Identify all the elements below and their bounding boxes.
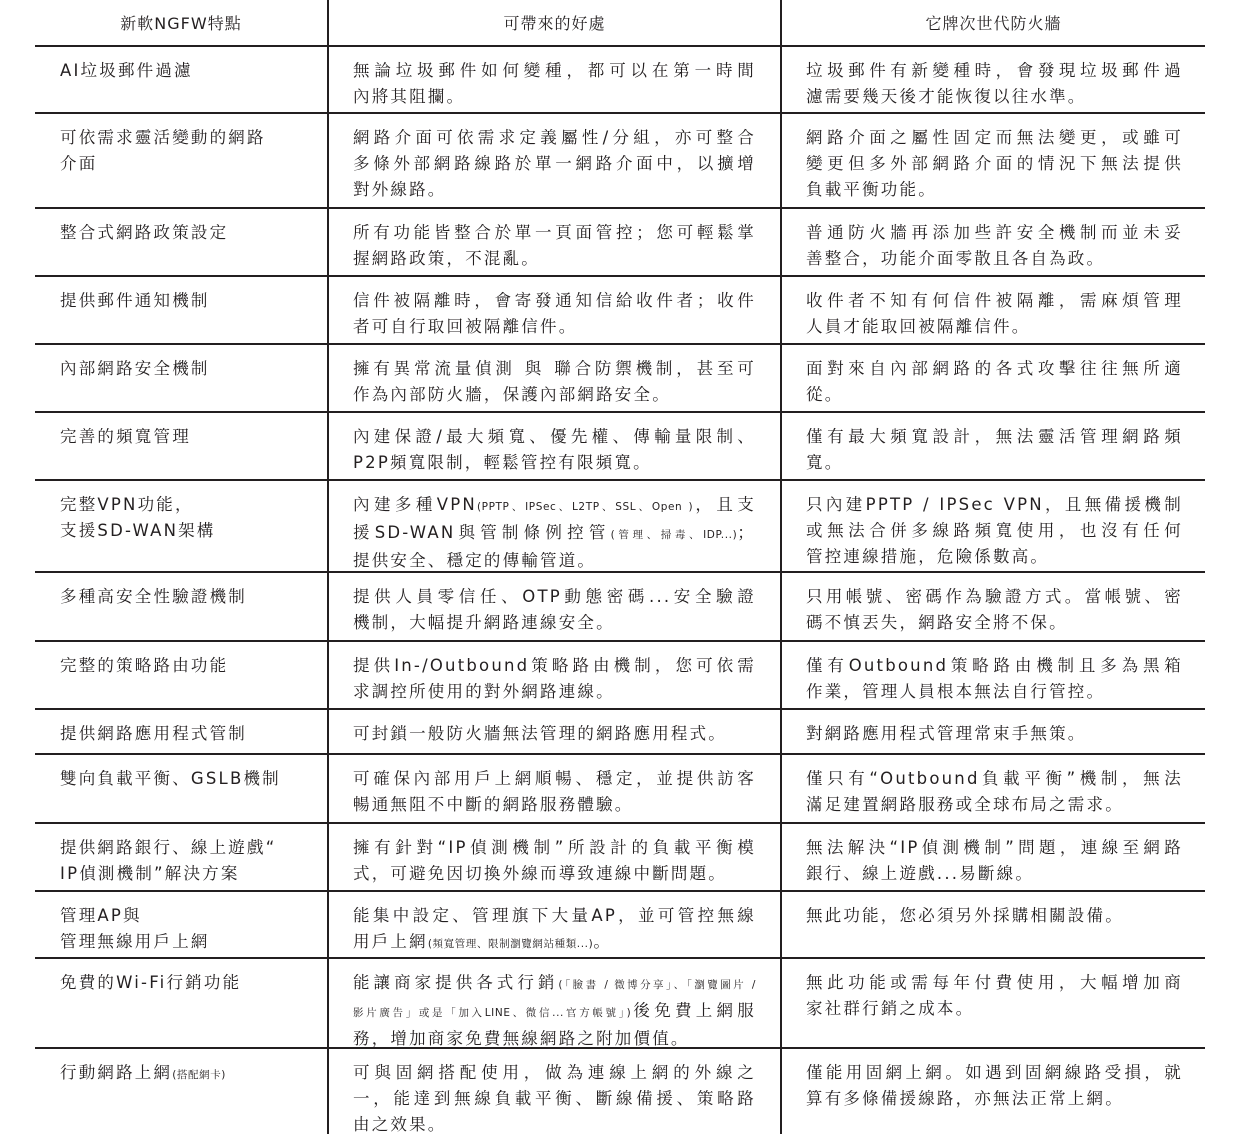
text-segment: 提供In-/Outbound策略路由機制，您可依需 (353, 656, 756, 675)
text-segment: 務，增加商家免費無線網路之附加價值。 (353, 1029, 690, 1048)
feature-cell (35, 710, 327, 753)
cell-text (353, 413, 756, 476)
text-segment: 管控連線措施，危險係數高。 (806, 547, 1050, 566)
table-row (35, 824, 1205, 892)
text-line (806, 58, 1183, 84)
text-line (806, 970, 1183, 996)
text-segment: 僅能用固網上網。如遇到固網線路受損，就 (806, 1063, 1183, 1082)
text-segment: 提供人員零信任、OTP動態密碼...安全驗證 (353, 587, 756, 606)
competitor-cell (780, 277, 1205, 343)
text-line (353, 998, 756, 1026)
feature-cell (35, 892, 327, 957)
note-text: (搭配網卡) (172, 1069, 226, 1081)
text-segment: 收件者不知有何信件被隔離，需麻煩管理 (806, 291, 1183, 310)
text-segment: 能讓商家提供各式行銷 (353, 973, 559, 992)
benefit-cell (327, 481, 780, 571)
text-segment: ； (737, 523, 756, 542)
cell-text (806, 1049, 1183, 1112)
text-line (60, 835, 327, 861)
table-row (35, 892, 1205, 959)
text-segment: 機制，大幅提升網路連線安全。 (353, 613, 615, 632)
text-segment: 寬。 (806, 453, 844, 472)
cell-text (60, 959, 327, 996)
cell-text (60, 642, 327, 679)
text-line (806, 84, 1183, 110)
feature-cell (35, 481, 327, 571)
competitor-cell (780, 642, 1205, 708)
benefit-cell (327, 345, 780, 411)
feature-cell (35, 755, 327, 822)
text-segment: 內建保證/最大頻寬、優先權、傳輸量限制、 (353, 427, 756, 446)
text-line (353, 929, 756, 957)
benefit-cell (327, 755, 780, 822)
text-line (60, 125, 327, 151)
text-segment: 者可自行取回被隔離信件。 (353, 317, 578, 336)
text-line (353, 792, 756, 818)
cell-text (806, 413, 1183, 476)
text-segment: 管理AP與 (60, 906, 142, 925)
text-segment: 網路介面之屬性固定而無法變更，或雖可 (806, 128, 1183, 147)
text-segment: 內將其阻攔。 (353, 87, 466, 106)
text-line (353, 903, 756, 929)
competitor-cell (780, 481, 1205, 571)
comparison-table (35, 0, 1205, 1134)
cell-text (353, 277, 756, 340)
competitor-cell (780, 114, 1205, 207)
text-line (806, 861, 1183, 887)
text-line (806, 996, 1183, 1022)
text-line (353, 1086, 756, 1112)
text-segment: 對網路應用程式管理常束手無策。 (806, 724, 1087, 743)
feature-cell (35, 209, 327, 275)
text-segment: 銀行、線上遊戲...易斷線。 (806, 864, 1035, 883)
text-line (60, 151, 327, 177)
benefit-cell (327, 642, 780, 708)
text-line (806, 835, 1183, 861)
text-segment: 普通防火牆再添加些許安全機制而並未妥 (806, 223, 1183, 242)
text-line (806, 177, 1183, 203)
cell-text (806, 573, 1183, 636)
cell-text (806, 642, 1183, 705)
text-segment: 可依需求靈活變動的網路 (60, 128, 266, 147)
cell-text (806, 114, 1183, 203)
text-line (60, 584, 327, 610)
text-segment: 濾需要幾天後才能恢復以往水準。 (806, 87, 1087, 106)
text-line (353, 246, 756, 272)
text-line (353, 177, 756, 203)
text-segment: 求調控所使用的對外網路連線。 (353, 682, 615, 701)
cell-text (806, 755, 1183, 818)
feature-cell (35, 642, 327, 708)
text-line (806, 766, 1183, 792)
feature-cell (35, 959, 327, 1047)
cell-text (353, 47, 756, 110)
text-segment: 提供網路銀行、線上遊戲“ (60, 838, 277, 857)
cell-text (60, 481, 327, 544)
text-segment: 後免費上網服 (631, 1001, 756, 1020)
text-segment: 管理無線用戶上網 (60, 932, 210, 951)
cell-text (60, 892, 327, 955)
text-segment: 無此功能或需每年付費使用，大幅增加商 (806, 973, 1183, 992)
table-row (35, 755, 1205, 824)
text-segment: 可確保內部用戶上網順暢、穩定，並提供訪客 (353, 769, 756, 788)
text-segment: 無此功能，您必須另外採購相關設備。 (806, 906, 1124, 925)
text-line (806, 220, 1183, 246)
text-segment: P2P頻寬限制，輕鬆管控有限頻寬。 (353, 453, 652, 472)
text-line (60, 424, 327, 450)
competitor-cell (780, 959, 1205, 1047)
cell-text (60, 573, 327, 610)
text-line (60, 766, 327, 792)
feature-cell (35, 277, 327, 343)
cell-text (353, 824, 756, 887)
cell-text (60, 114, 327, 177)
text-line (60, 970, 327, 996)
text-line (353, 679, 756, 705)
text-segment: 行動網路上網 (60, 1063, 173, 1082)
cell-text (353, 1049, 756, 1138)
feature-cell (35, 47, 327, 112)
cell-text (353, 642, 756, 705)
text-segment: 僅有最大頻寬設計，無法靈活管理網路頻 (806, 427, 1183, 446)
text-line (353, 835, 756, 861)
note-text: (管理、掃毒、IDP...) (610, 529, 738, 541)
table-row (35, 209, 1205, 277)
table-header (35, 0, 1205, 47)
table-row (35, 114, 1205, 209)
text-line (353, 766, 756, 792)
text-line (353, 1112, 756, 1138)
competitor-cell (780, 209, 1205, 275)
text-line (353, 450, 756, 476)
text-line (806, 518, 1183, 544)
text-line (353, 314, 756, 340)
text-segment: 支援SD-WAN架構 (60, 521, 216, 540)
text-line (806, 653, 1183, 679)
benefit-cell (327, 114, 780, 207)
competitor-cell (780, 1049, 1205, 1134)
text-segment: 完整的策略路由功能 (60, 656, 229, 675)
text-line (353, 721, 756, 747)
benefit-cell (327, 1049, 780, 1134)
feature-cell (35, 345, 327, 411)
cell-text (353, 892, 756, 957)
cell-text (60, 710, 327, 747)
text-line (60, 929, 327, 955)
benefit-cell (327, 892, 780, 957)
note-text: 影片廣告」或是「加入LINE、微信...官方帳號」) (353, 1007, 632, 1019)
text-segment: 僅只有“Outbound負載平衡”機制，無法 (806, 769, 1183, 788)
text-segment: 變更但多外部網路介面的情況下無法提供 (806, 154, 1183, 173)
text-segment: 人員才能取回被隔離信件。 (806, 317, 1031, 336)
table-body (35, 47, 1205, 1134)
text-segment: 信件被隔離時，會寄發通知信給收件者；收件 (353, 291, 756, 310)
text-line (806, 544, 1183, 570)
text-segment: 對外線路。 (353, 180, 447, 199)
text-line (806, 151, 1183, 177)
text-segment: 算有多條備援線路，亦無法正常上網。 (806, 1089, 1124, 1108)
text-segment: 能集中設定、管理旗下大量AP，並可管控無線 (353, 906, 756, 925)
cell-text (806, 277, 1183, 340)
text-line (353, 1060, 756, 1086)
text-segment: 提供郵件通知機制 (60, 291, 210, 310)
text-line (806, 382, 1183, 408)
text-line (353, 125, 756, 151)
text-line (353, 584, 756, 610)
cell-text (60, 345, 327, 382)
cell-text (60, 47, 327, 84)
text-line (806, 125, 1183, 151)
text-line (806, 492, 1183, 518)
text-line (353, 492, 756, 520)
note-text: (「臉書 / 微博分享」、「瀏覽圖片 / (558, 979, 757, 991)
cell-text (806, 47, 1183, 110)
text-segment: 可封鎖一般防火牆無法管理的網路應用程式。 (353, 724, 727, 743)
table-row (35, 277, 1205, 345)
text-segment: 從。 (806, 385, 844, 404)
text-line (60, 861, 327, 887)
text-line (60, 356, 327, 382)
text-line (60, 220, 327, 246)
text-line (353, 610, 756, 636)
text-segment: 只用帳號、密碼作為驗證方式。當帳號、密 (806, 587, 1183, 606)
header-ngfw-features: 新軟NGFW特點 (120, 14, 242, 33)
header-other-firewall: 它牌次世代防火牆 (780, 0, 1205, 45)
text-line (353, 84, 756, 110)
cell-text (806, 959, 1183, 1022)
competitor-cell (780, 710, 1205, 753)
benefit-cell (327, 47, 780, 112)
benefit-cell (327, 824, 780, 890)
text-line (60, 518, 327, 544)
text-segment: AI垃圾郵件過濾 (60, 61, 193, 80)
text-line (353, 520, 756, 548)
cell-text (806, 710, 1183, 747)
feature-cell (35, 114, 327, 207)
cell-text (353, 755, 756, 818)
text-segment: 援SD-WAN與管制條例控管 (353, 523, 611, 542)
benefit-cell (327, 959, 780, 1047)
benefit-cell (327, 413, 780, 479)
table-row (35, 345, 1205, 413)
text-line (806, 1086, 1183, 1112)
cell-text (353, 573, 756, 636)
text-segment: 善整合，功能介面零散且各自為政。 (806, 249, 1106, 268)
text-line (60, 1060, 327, 1088)
competitor-cell (780, 413, 1205, 479)
text-segment: 面對來自內部網路的各式攻擊往往無所適 (806, 359, 1183, 378)
text-segment: 無論垃圾郵件如何變種，都可以在第一時間 (353, 61, 756, 80)
text-segment: 或無法合併多線路頻寬使用，也沒有任何 (806, 521, 1183, 540)
text-segment: 垃圾郵件有新變種時，會發現垃圾郵件過 (806, 61, 1183, 80)
benefit-cell (327, 277, 780, 343)
text-segment: 網路介面可依需求定義屬性/分組，亦可整合 (353, 128, 756, 147)
text-segment: 提供安全、穩定的傳輸管道。 (353, 551, 597, 570)
text-line (806, 450, 1183, 476)
text-segment: 作為內部防火牆，保護內部網路安全。 (353, 385, 671, 404)
text-segment: 多種高安全性驗證機制 (60, 587, 247, 606)
text-segment: 。 (593, 932, 613, 951)
text-segment: 僅有Outbound策略路由機制且多為黑箱 (806, 656, 1183, 675)
text-line (353, 356, 756, 382)
text-line (60, 653, 327, 679)
feature-cell (35, 573, 327, 640)
text-line (60, 721, 327, 747)
text-segment: 介面 (60, 154, 98, 173)
cell-text (353, 710, 756, 747)
text-segment: 暢通無阻不中斷的網路服務體驗。 (353, 795, 634, 814)
table-row (35, 573, 1205, 642)
feature-cell (35, 413, 327, 479)
cell-text (60, 277, 327, 314)
cell-text (353, 481, 756, 574)
text-segment: 內部網路安全機制 (60, 359, 210, 378)
text-segment: 完整VPN功能， (60, 495, 194, 514)
text-line (60, 288, 327, 314)
text-segment: 一，能達到無線負載平衡、斷線備援、策略路 (353, 1089, 756, 1108)
text-line (806, 288, 1183, 314)
text-segment: 握網路政策，不混亂。 (353, 249, 540, 268)
text-line (806, 314, 1183, 340)
benefit-cell (327, 573, 780, 640)
note-text: (頻寬管理、限制瀏覽網站種類...) (427, 938, 594, 950)
text-segment: ，且支 (693, 495, 756, 514)
text-segment: 滿足建置網路服務或全球布局之需求。 (806, 795, 1124, 814)
text-segment: 雙向負載平衡、GSLB機制 (60, 769, 281, 788)
cell-text (353, 114, 756, 203)
text-segment: IP偵測機制”解決方案 (60, 864, 240, 883)
cell-text (60, 824, 327, 887)
table-row (35, 959, 1205, 1049)
cell-text (60, 413, 327, 450)
feature-cell (35, 1049, 327, 1134)
text-line (353, 151, 756, 177)
text-segment: 擁有異常流量偵測 與 聯合防禦機制，甚至可 (353, 359, 756, 378)
cell-text (806, 481, 1183, 570)
text-segment: 只內建PPTP / IPSec VPN，且無備援機制 (806, 495, 1183, 514)
text-segment: 整合式網路政策設定 (60, 223, 229, 242)
text-line (353, 288, 756, 314)
competitor-cell (780, 47, 1205, 112)
competitor-cell (780, 824, 1205, 890)
competitor-cell (780, 573, 1205, 640)
header-benefits: 可帶來的好處 (327, 0, 780, 45)
text-segment: 家社群行銷之成本。 (806, 999, 975, 1018)
text-line (353, 548, 756, 574)
text-segment: 擁有針對“IP偵測機制”所設計的負載平衡模 (353, 838, 756, 857)
text-line (806, 903, 1183, 929)
table-row (35, 1049, 1205, 1134)
text-line (353, 58, 756, 84)
text-segment: 用戶上網 (353, 932, 428, 951)
text-segment: 免費的Wi-Fi行銷功能 (60, 973, 242, 992)
text-segment: 負載平衡功能。 (806, 180, 937, 199)
cell-text (60, 755, 327, 792)
cell-text (806, 824, 1183, 887)
text-line (806, 1060, 1183, 1086)
text-line (806, 721, 1183, 747)
table-row (35, 47, 1205, 114)
feature-cell (35, 824, 327, 890)
text-line (806, 584, 1183, 610)
cell-text (806, 209, 1183, 272)
cell-text (806, 892, 1183, 929)
text-segment: 碼不慎丟失，網路安全將不保。 (806, 613, 1068, 632)
competitor-cell (780, 345, 1205, 411)
text-segment: 內建多種VPN (353, 495, 477, 514)
text-line (60, 492, 327, 518)
text-segment: 可與固網搭配使用，做為連線上網的外線之 (353, 1063, 756, 1082)
text-segment: 作業，管理人員根本無法自行管控。 (806, 682, 1106, 701)
text-line (60, 58, 327, 84)
table-row (35, 481, 1205, 573)
cell-text (353, 209, 756, 272)
text-line (806, 610, 1183, 636)
text-segment: 多條外部網路線路於單一網路介面中，以擴增 (353, 154, 756, 173)
text-line (806, 356, 1183, 382)
text-line (353, 382, 756, 408)
table-row (35, 413, 1205, 481)
text-segment: 無法解決“IP偵測機制”問題，連線至網路 (806, 838, 1183, 857)
benefit-cell (327, 209, 780, 275)
text-line (353, 970, 756, 998)
table-row (35, 642, 1205, 710)
text-segment: 完善的頻寬管理 (60, 427, 191, 446)
text-line (806, 424, 1183, 450)
cell-text (353, 959, 756, 1052)
competitor-cell (780, 755, 1205, 822)
note-text: (PPTP、IPSec、L2TP、SSL、Open ) (476, 501, 694, 513)
text-segment: 提供網路應用程式管制 (60, 724, 247, 743)
cell-text (353, 345, 756, 408)
text-line (353, 653, 756, 679)
text-segment: 所有功能皆整合於單一頁面管控；您可輕鬆掌 (353, 223, 756, 242)
cell-text (60, 1049, 327, 1088)
cell-text (806, 345, 1183, 408)
competitor-cell (780, 892, 1205, 957)
text-line (353, 861, 756, 887)
text-line (353, 424, 756, 450)
table-row (35, 710, 1205, 755)
cell-text (60, 209, 327, 246)
text-segment: 由之效果。 (353, 1115, 447, 1134)
text-line (806, 679, 1183, 705)
text-segment: 式，可避免因切換外線而導致連線中斷問題。 (353, 864, 727, 883)
text-line (353, 220, 756, 246)
text-line (806, 246, 1183, 272)
text-line (60, 903, 327, 929)
text-line (806, 792, 1183, 818)
benefit-cell (327, 710, 780, 753)
